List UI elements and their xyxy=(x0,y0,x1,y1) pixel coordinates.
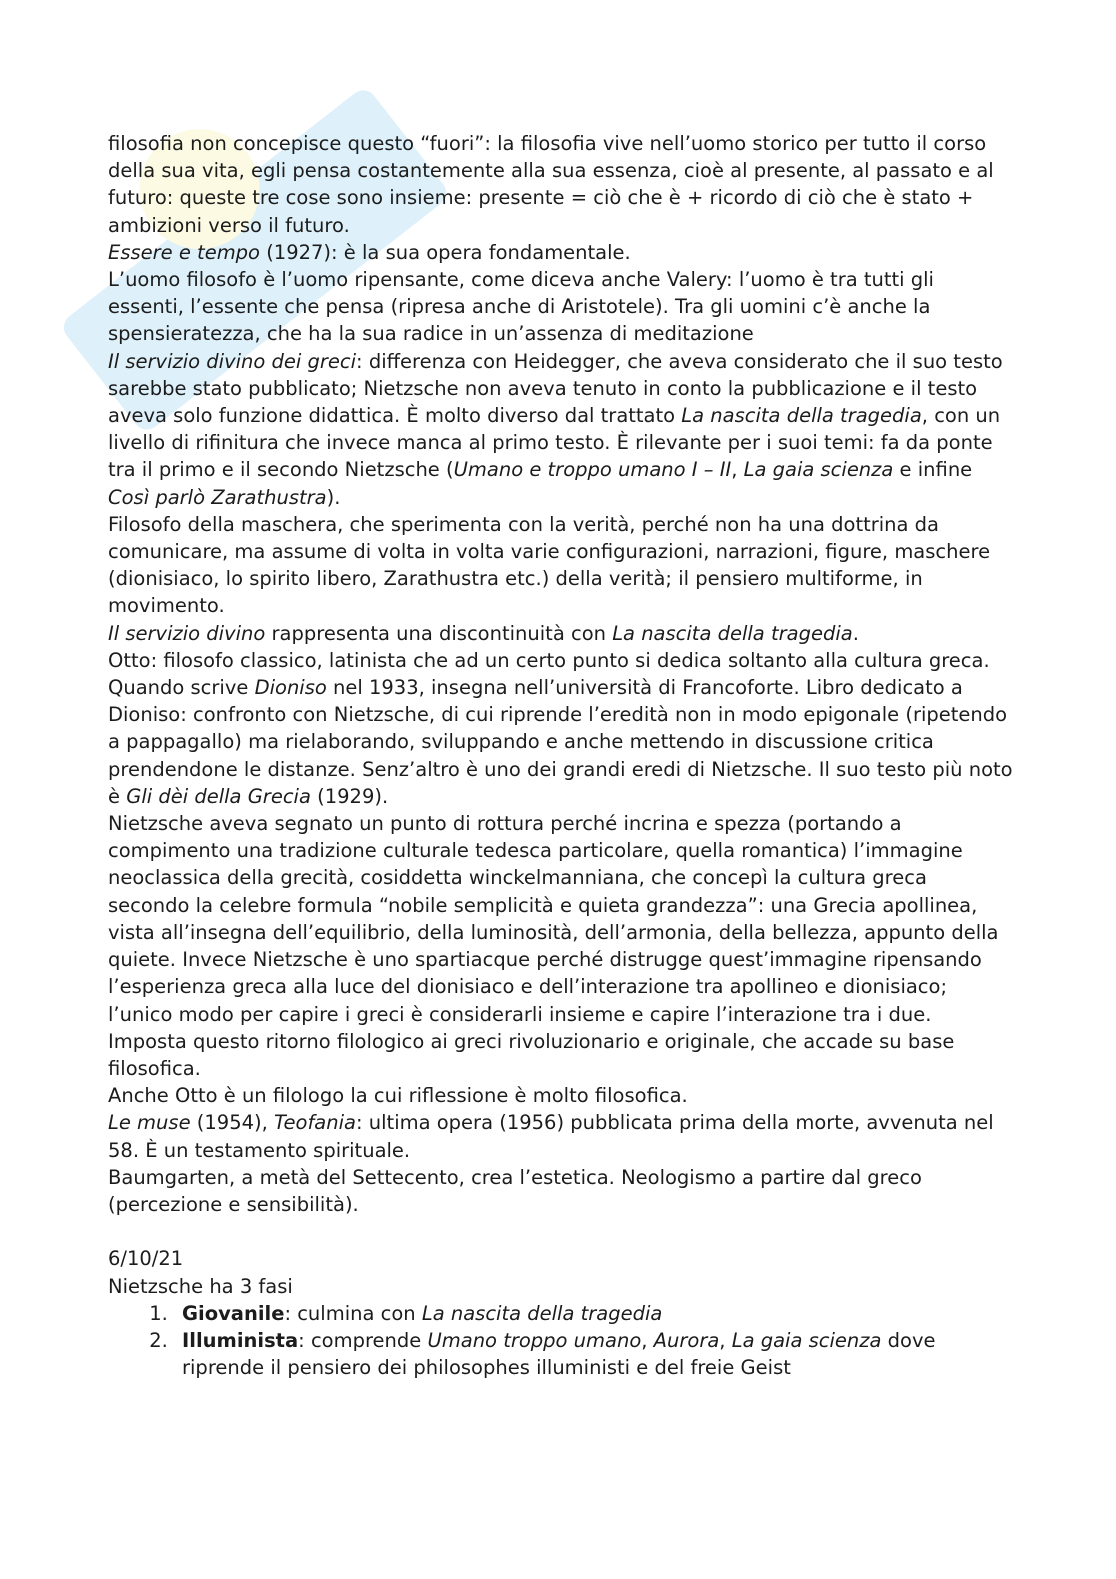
text-run: , xyxy=(731,458,744,482)
text-run: nel 1933, insegna nell’università di Francoforte. Libro dedicato a Dioniso: confronto con Nietzsche, di cui riprende l’eredità non in modo epigonale (ripetendo a pappagallo) ma rielaborando, sviluppando e anche mettendo in discussione critica prendendone le distanze. Senz’altro è uno dei grandi eredi di Nietzsche. Il suo testo più noto è xyxy=(108,676,1013,808)
italic-title: Le muse xyxy=(108,1111,191,1135)
paragraph-p1 xyxy=(108,130,1013,239)
document-page xyxy=(108,130,1013,1381)
paragraph-p12 xyxy=(108,1164,1013,1218)
text-run: , xyxy=(641,1328,654,1352)
body-paragraphs xyxy=(108,130,1013,1218)
paragraph-p11 xyxy=(108,1109,1013,1163)
text-run: e infine xyxy=(893,458,973,482)
italic-title: Il servizio divino xyxy=(108,621,266,645)
paragraph-p8 xyxy=(108,810,1013,1028)
paragraph-p4 xyxy=(108,348,1013,511)
text-run: Baumgarten, a metà del Settecento, crea l’estetica. Neologismo a partire dal greco (percezione e sensibilità). xyxy=(108,1165,922,1216)
italic-title: La nascita della tragedia xyxy=(612,621,853,645)
italic-title: La gaia scienza xyxy=(731,1328,882,1352)
list-item-phase1 xyxy=(174,1300,1013,1327)
italic-title: Dioniso xyxy=(254,676,327,700)
text-run: rappresenta una discontinuità con xyxy=(265,621,613,645)
text-run: dove riprende il pensiero dei philosophes illuministi e del freie Geist xyxy=(182,1328,936,1380)
paragraph-p9 xyxy=(108,1028,1013,1082)
text-run: , con un livello di rifinitura che invece manca al primo testo. È rilevante per i suoi temi: fa da ponte tra il primo e il secondo Nietzsche ( xyxy=(108,404,1001,482)
italic-title: Gli dèi della Grecia xyxy=(126,784,311,808)
text-run: filosofia non concepisce questo “fuori”: la filosofia vive nell’uomo storico per tutto il corso della sua vita, egli pensa costantemente alla sua essenza, cioè al presente, al passato e al futuro: queste tre cose sono insieme: presente = ciò che è + ricordo di ciò che è stato + ambizioni verso il futuro. xyxy=(108,132,994,237)
paragraph-p10 xyxy=(108,1082,1013,1109)
paragraph-spacer xyxy=(108,1218,1013,1245)
paragraph-p5 xyxy=(108,511,1013,620)
text-run: : comprende xyxy=(298,1328,428,1352)
italic-title: Aurora xyxy=(653,1328,720,1352)
text-run: Filosofo della maschera, che sperimenta con la verità, perché non ha una dottrina da comunicare, ma assume di volta in volta varie configurazioni, narrazioni, figure, maschere (dionisiaco, lo spirito libero, Zarathustra etc.) della verità; il pensiero multiforme, in movimento. xyxy=(108,512,991,618)
paragraph-p3 xyxy=(108,266,1013,348)
text-run: (1929). xyxy=(310,784,389,808)
italic-title: Umano troppo umano xyxy=(427,1328,642,1352)
text-run: L’uomo filosofo è l’uomo ripensante, come diceva anche Valery: l’uomo è tra tutti gli essenti, l’essente che pensa (ripresa anche di Aristotele). Tra gli uomini c’è anche la spensieratezza, che ha la sua radice in un’assenza di meditazione xyxy=(108,268,934,346)
italic-title: La nascita della tragedia xyxy=(681,404,922,428)
list-item-phase2 xyxy=(174,1327,1013,1381)
phases-intro: Nietzsche ha 3 fasi xyxy=(108,1274,293,1298)
italic-title: Umano e troppo umano I – II xyxy=(453,458,732,482)
text-run: ). xyxy=(326,485,341,509)
text-run: Otto: filosofo classico, latinista che ad un certo punto si dedica soltanto alla cultura greca. Quando scrive xyxy=(108,648,990,700)
bold-term: Giovanile xyxy=(182,1301,285,1325)
italic-title: Teofania xyxy=(274,1111,356,1135)
text-run: : culmina con xyxy=(284,1301,422,1325)
italic-title: La nascita della tragedia xyxy=(421,1301,663,1325)
text-run: , xyxy=(719,1328,732,1352)
italic-title: Il servizio divino dei greci xyxy=(108,349,357,373)
bold-term: Illuminista xyxy=(182,1328,299,1352)
text-run: Imposta questo ritorno filologico ai greci rivoluzionario e originale, che accade su base filosofica. xyxy=(108,1029,955,1080)
paragraph-p2 xyxy=(108,239,1013,266)
text-run: (1954), xyxy=(190,1111,275,1135)
paragraph-p6 xyxy=(108,620,1013,647)
italic-title: La gaia scienza xyxy=(743,458,894,482)
phases-list xyxy=(108,1300,1013,1382)
text-run: Nietzsche aveva segnato un punto di rottura perché incrina e spezza (portando a compimento una tradizione culturale tedesca particolare, quella romantica) l’immagine neoclassica della grecità, cosiddetta winckelmanniana, che concepì la cultura greca secondo la celebre formula “nobile semplicità e quieta grandezza”: una Grecia apollinea, vista all’insegna dell’equilibrio, della luminosità, dell’armonia, della bellezza, appunto della quiete. Invece Nietzsche è uno spartiacque perché distrugge quest’immagine ripensando l’esperienza greca alla luce del dionisiaco e dell’interazione tra apollineo e dionisiaco; l’unico modo per capire i greci è considerarli insieme e capire l’interazione tra i due. xyxy=(108,812,999,1026)
text-run: : differenza con Heidegger, che aveva considerato che il suo testo sarebbe stato pubblicato; Nietzsche non aveva tenuto in conto la pubblicazione e il testo aveva solo funzione didattica. È molto diverso dal trattato xyxy=(108,349,1003,428)
text-run: Anche Otto è un filologo la cui riflessione è molto filosofica. xyxy=(108,1084,688,1108)
paragraph-p7 xyxy=(108,647,1013,810)
text-run: : ultima opera (1956) pubblicata prima della morte, avvenuta nel 58. È un testamento spirituale. xyxy=(108,1111,994,1162)
italic-title: Così parlò Zarathustra xyxy=(108,485,327,509)
text-run: . xyxy=(852,621,859,645)
lecture-date: 6/10/21 xyxy=(108,1247,184,1271)
text-run: (1927): è la sua opera fondamentale. xyxy=(260,240,631,264)
italic-title: Essere e tempo xyxy=(108,240,260,264)
